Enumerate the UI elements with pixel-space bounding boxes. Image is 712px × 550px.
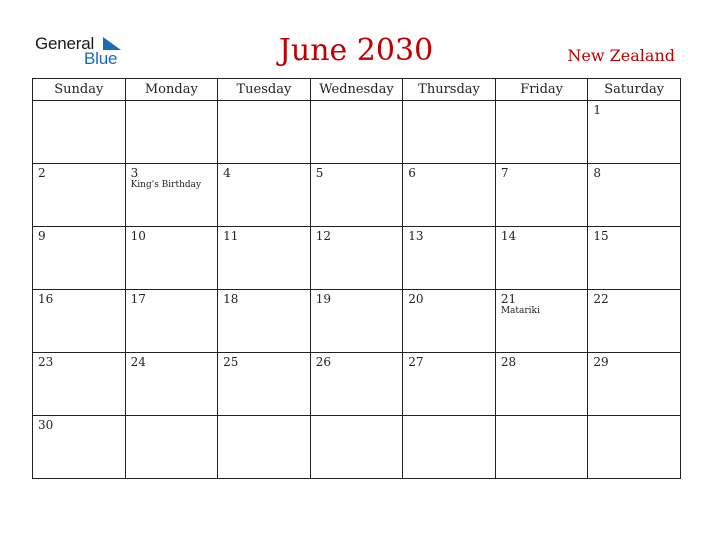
day-number [126,101,218,103]
day-number: 5 [315,166,324,180]
day-number [218,416,310,418]
calendar-day-cell [495,353,588,416]
calendar-day-cell [403,101,496,164]
calendar-day-cell [125,164,218,227]
weekday-header: Sunday [33,79,126,101]
calendar-day-cell [125,227,218,290]
day-number [496,101,588,103]
calendar-day-cell [495,290,588,353]
calendar-day-cell [403,227,496,290]
day-number [588,416,680,418]
day-number [218,101,310,103]
logo-text-blue: Blue [84,49,118,68]
calendar-week-row [33,227,681,290]
day-number: 10 [130,229,146,243]
calendar-day-cell [218,353,311,416]
country-label: New Zealand [567,46,675,65]
day-number: 17 [130,292,146,306]
day-number [311,416,403,418]
calendar-day-cell [495,164,588,227]
day-number: 20 [408,292,424,306]
day-number: 22 [593,292,609,306]
calendar-day-cell [33,290,126,353]
day-number: 4 [223,166,231,180]
calendar-title: June 2030 [278,33,434,68]
calendar-week-row [33,164,681,227]
day-number: 3 [130,166,139,180]
calendar-day-cell [403,416,496,479]
day-number: 25 [223,355,239,369]
calendar-day-cell [310,164,403,227]
calendar-day-cell [33,353,126,416]
calendar-day-cell [588,353,681,416]
day-number: 9 [38,229,46,243]
calendar-day-cell [218,290,311,353]
day-number: 14 [500,229,517,243]
month-calendar [32,78,681,479]
calendar-day-cell [588,416,681,479]
day-number [126,416,218,418]
calendar-day-cell [125,416,218,479]
calendar-week-row [33,290,681,353]
calendar-week-row [33,416,681,479]
day-number: 15 [593,229,609,243]
calendar-week-row [33,101,681,164]
day-number: 23 [38,355,54,369]
calendar-day-cell [33,101,126,164]
weekday-header: Wednesday [310,79,403,101]
calendar-day-cell [310,290,403,353]
calendar-day-cell [218,101,311,164]
calendar-day-cell [310,416,403,479]
weekday-header: Monday [125,79,218,101]
day-number [403,416,495,418]
calendar-day-cell [218,164,311,227]
weekday-header: Friday [495,79,588,101]
calendar-day-cell [495,227,588,290]
calendar-day-cell [33,416,126,479]
day-number: 16 [38,292,54,306]
weekday-header: Tuesday [218,79,311,101]
day-number: 29 [593,355,609,369]
calendar-day-cell [495,101,588,164]
calendar-day-cell [33,227,126,290]
weekday-header-row [33,79,681,101]
day-number: 1 [593,103,602,117]
day-number: 13 [408,229,424,243]
calendar-day-cell [310,227,403,290]
day-number [33,101,125,103]
calendar-day-cell [588,290,681,353]
calendar-day-cell [125,290,218,353]
calendar-day-cell [125,353,218,416]
weekday-header: Thursday [403,79,496,101]
day-number: 30 [38,418,54,432]
day-number [496,416,588,418]
calendar-day-cell [588,101,681,164]
day-number: 24 [130,355,146,369]
day-number: 28 [500,355,517,369]
calendar-day-cell [218,227,311,290]
day-number: 6 [408,166,416,180]
calendar-day-cell [310,101,403,164]
holiday-label: King's Birthday [130,180,202,190]
day-number: 2 [38,166,46,180]
calendar-day-cell [588,227,681,290]
calendar-day-cell [218,416,311,479]
calendar-day-cell [310,353,403,416]
calendar-day-cell [403,353,496,416]
calendar-week-row [33,353,681,416]
calendar-day-cell [588,164,681,227]
day-number: 11 [223,229,239,243]
calendar-day-cell [403,290,496,353]
day-number: 12 [315,229,331,243]
logo-text-general: General [35,34,95,53]
day-number [403,101,495,103]
day-number: 26 [315,355,331,369]
day-number: 7 [500,166,509,180]
day-number: 21 [500,292,517,306]
holiday-label: Matariki [500,306,540,316]
calendar-day-cell [125,101,218,164]
calendar-day-cell [403,164,496,227]
calendar-body [33,101,681,479]
calendar-day-cell [33,164,126,227]
day-number: 19 [315,292,331,306]
day-number: 18 [223,292,239,306]
day-number: 8 [593,166,602,180]
weekday-header: Saturday [588,79,681,101]
day-number [311,101,403,103]
day-number: 27 [408,355,424,369]
calendar-day-cell [495,416,588,479]
